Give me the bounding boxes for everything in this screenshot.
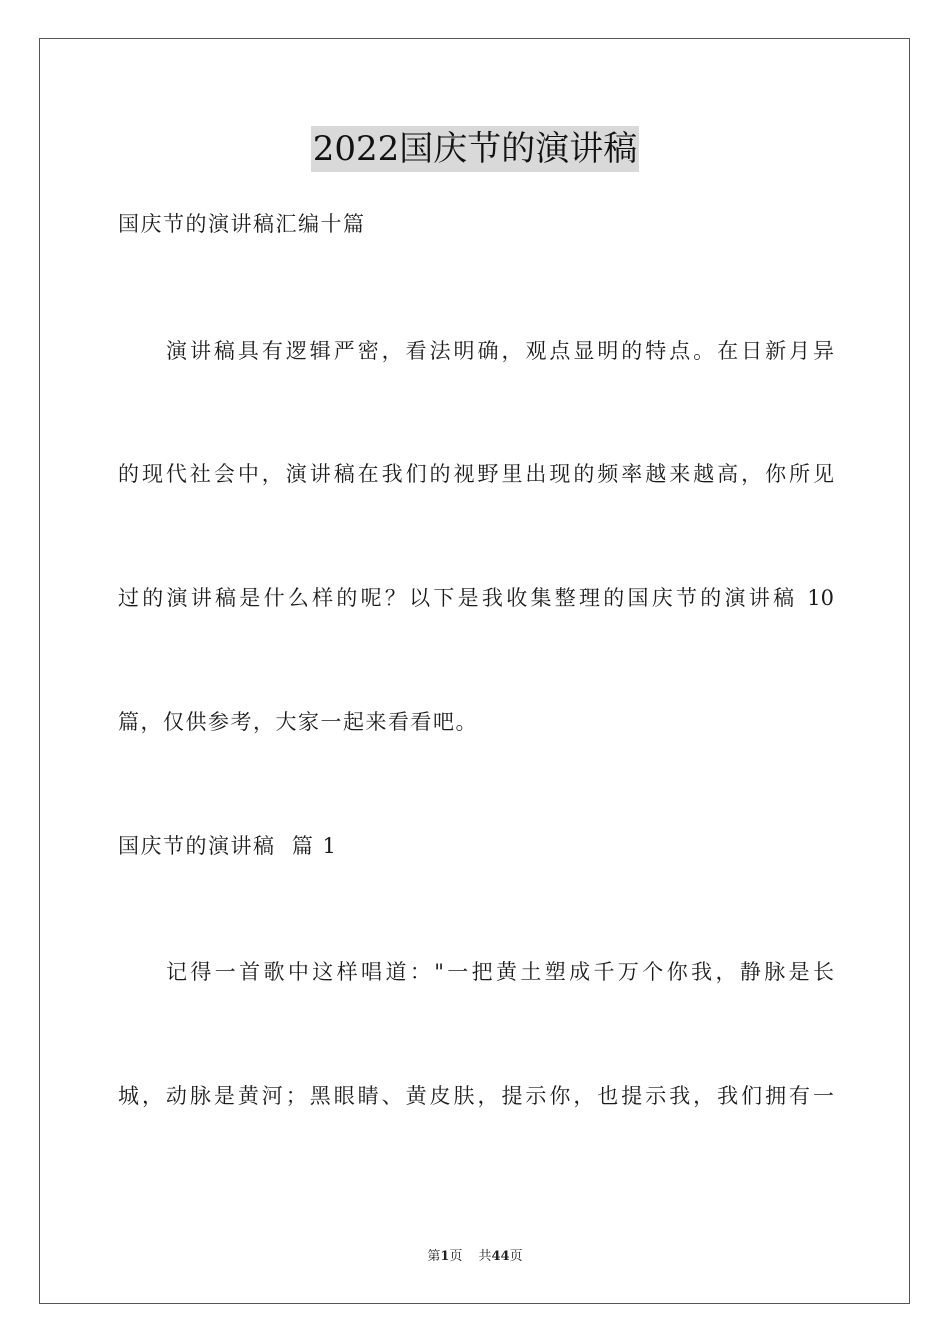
section-heading: 国庆节的演讲稿 篇 1 xyxy=(118,834,338,858)
page-suffix: 页 xyxy=(449,1249,463,1264)
body-line: 演讲稿具有逻辑严密，看法明确，观点显明的特点。在日新月异 xyxy=(166,339,834,363)
subtitle-line: 国庆节的演讲稿汇编十篇 xyxy=(118,212,366,236)
page-footer xyxy=(0,1248,950,1266)
body-line: 城，动脉是黄河；黑眼睛、黄皮肤，提示你，也提示我，我们拥有一 xyxy=(118,1084,834,1108)
page-prefix: 第 xyxy=(427,1249,441,1264)
body-line: 篇，仅供参考，大家一起来看看吧。 xyxy=(118,710,478,734)
title-container xyxy=(0,126,950,172)
body-line: 的现代社会中，演讲稿在我们的视野里出现的频率越来越高，你所见 xyxy=(118,462,834,486)
total-pages: 44 xyxy=(491,1249,510,1264)
body-line: 过的演讲稿是什么样的呢？以下是我收集整理的国庆节的演讲稿 10 xyxy=(118,586,834,610)
body-line: 记得一首歌中这样唱道："一把黄土塑成千万个你我，静脉是长 xyxy=(166,960,834,984)
document-title: 2022国庆节的演讲稿 xyxy=(311,126,640,172)
page-number: 1 xyxy=(440,1249,450,1264)
total-suffix: 页 xyxy=(509,1249,523,1264)
total-prefix: 共 xyxy=(478,1249,492,1264)
